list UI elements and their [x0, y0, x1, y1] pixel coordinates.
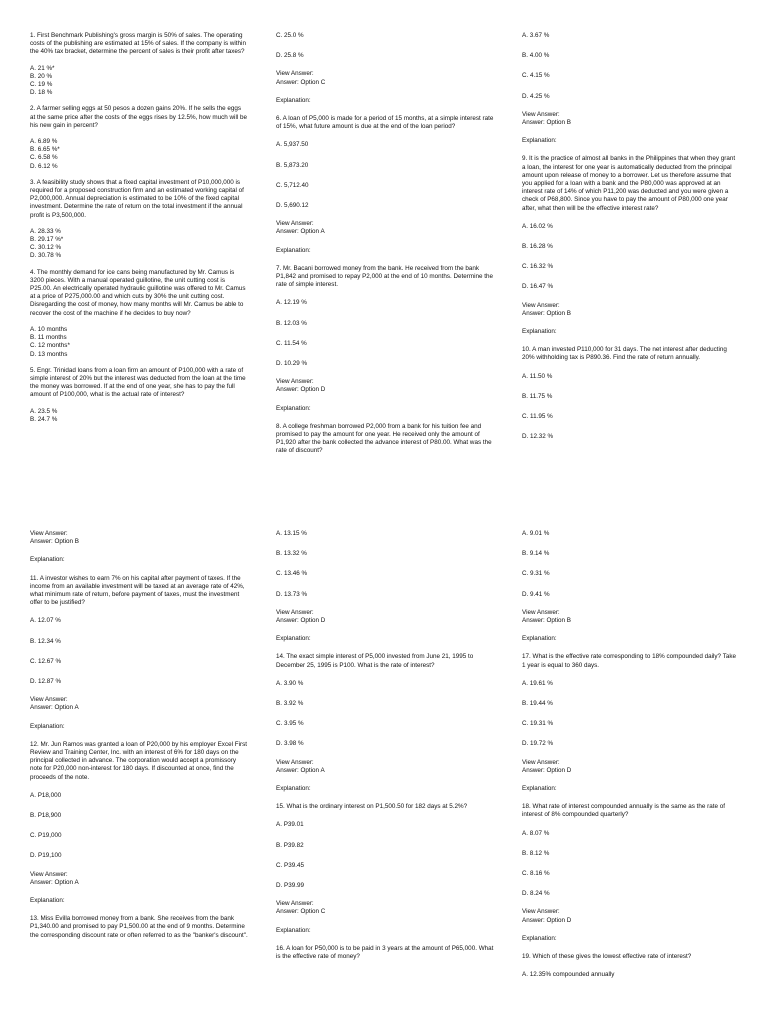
answer-option: B. 12.34 %: [30, 637, 61, 645]
answer-option: C. 5,712.40: [276, 181, 309, 189]
answer-option: C. 13.46 %: [276, 570, 308, 578]
spacer: [30, 840, 248, 852]
question-text: 3. A feasibility study shows that a fixed capital investment of P10,000,000 is required for a proposed construction firm and an estimated working capital of P2,000,000. Annual depreciation is estimated to be 10% of the fixed capital investment. Determine the rate of return on the total investment if the annual profit is P3,500,000.: [30, 178, 246, 219]
spacer: [522, 625, 740, 635]
spacer: [276, 870, 494, 882]
explanation-label: Explanation:: [30, 897, 65, 905]
spacer: [30, 607, 248, 617]
answer-option: B. P39.82: [276, 841, 304, 849]
answer-option: A. 11.50 %: [522, 372, 553, 380]
question-text: 16. A loan for P50,000 is to be paid in 3 years at the amount of P65,000. What is the effective rate of money?: [276, 944, 496, 961]
column-3: [522, 530, 740, 979]
spacer: [276, 688, 494, 700]
answer-option: C. 25.0 %: [276, 32, 304, 39]
answer-option: A. 13.15 %: [276, 530, 307, 537]
spacer: [276, 625, 494, 635]
answer-option: A. 12.19 %: [276, 299, 307, 307]
question-text: 17. What is the effective rate corresponding to 18% compounded daily? Take 1 year is equal to 360 days.: [522, 653, 738, 669]
spacer: [522, 336, 740, 346]
question-text: 14. The exact simple interest of P5,000 invested from June 21, 1995 to December 25, 1995 is P100. What is the rate of interest?: [276, 653, 476, 669]
spacer: [30, 782, 248, 792]
spacer: [522, 728, 740, 740]
answer-option: A. 5,937.50: [276, 141, 309, 149]
explanation-label: Explanation:: [522, 137, 557, 145]
answer-reveal[interactable]: View Answer: Answer: Option B: [30, 530, 79, 546]
spacer: [522, 793, 740, 803]
question-text: 10. A man invested P110,000 for 31 days. The net interest after deducting 20% withholding tax is P890.36. Find the rate of return annually.: [522, 346, 729, 362]
column-1: [30, 530, 248, 940]
spacer: [276, 850, 494, 862]
spacer: [30, 565, 248, 575]
explanation-label: Explanation:: [276, 785, 311, 793]
answer-reveal[interactable]: View Answer: Answer: Option A: [30, 696, 79, 712]
answer-option: D. 16.47 %: [522, 283, 554, 291]
spacer: [30, 171, 248, 179]
spacer: [276, 395, 494, 405]
spacer: [522, 381, 740, 393]
question-text: 19. Which of these gives the lowest effective rate of interest?: [522, 953, 692, 961]
spacer: [522, 898, 740, 908]
spacer: [276, 105, 494, 115]
spacer: [30, 713, 248, 723]
spacer: [30, 400, 248, 408]
spacer: [522, 599, 740, 609]
answer-reveal[interactable]: View Answer: Answer: Option D: [522, 758, 572, 774]
spacer: [276, 793, 494, 803]
spacer: [30, 666, 248, 678]
answer-option: C. 16.32 %: [522, 263, 554, 271]
spacer: [30, 861, 248, 871]
question-text: 5. Engr. Trinidad loans from a loan firm an amount of P100,000 with a rate of simple interest of 20% but the interest was deducted from the loan at the time the money was borrowed. If at the end of one year, she has to pay the full amount of P100,000, what is the actual rate of interest?: [30, 366, 248, 399]
spacer: [30, 97, 248, 105]
answer-option: B. P18,900: [30, 812, 62, 820]
answer-option: A. 6.89 % B. 6.65 %* C. 6.58 % D. 6.12 %: [30, 138, 60, 170]
answer-option: B. 8.12 %: [522, 849, 550, 857]
spacer: [30, 261, 248, 269]
answer-option: D. 5,690.12: [276, 202, 309, 210]
answer-option: D. P19,100: [30, 852, 62, 860]
bottom-section: [0, 530, 768, 1020]
answer-option: A. P18,000: [30, 791, 62, 799]
answer-option: C. 9.31 %: [522, 570, 550, 578]
question-text: 11. A investor wishes to earn 7% on his capital after payment of taxes. If the income from an available investment will be taxed at an average rate of 42%, what minimum rate of return, before payment of taxes, must the investment offer to be justified?: [30, 574, 247, 607]
question-text: 12. Mr. Jun Ramos was granted a loan of P20,000 by his employer Excel First Review and Training Center, Inc. with an interest of 6% for 180 days on the principal collected in advance. The corporation would accept a promissory note for P20,000 non-interest for 180 days. If discounted at once, find the proceeds of the note.: [30, 740, 249, 781]
answer-reveal[interactable]: View Answer: Answer: Option C: [276, 900, 326, 916]
spacer: [522, 688, 740, 700]
explanation-label: Explanation:: [30, 556, 65, 564]
question-text: 13. Miss Evilla borrowed money from a bank. She receives from the bank P1,340.00 and promised to pay P1,500.00 at the end of 9 months. Determine the corresponding discount rate or often referred to as the "banker's discount".: [30, 915, 248, 939]
answer-option: D. 3.98 %: [276, 740, 304, 748]
spacer: [522, 251, 740, 263]
spacer: [276, 643, 494, 653]
answer-reveal[interactable]: View Answer: Answer: Option D: [522, 908, 572, 924]
spacer: [276, 328, 494, 340]
answer-option: A. 10 months B. 11 months C. 12 months* D. 13 months: [30, 325, 70, 358]
answer-option: B. 13.32 %: [276, 550, 307, 558]
spacer: [522, 708, 740, 720]
spacer: [522, 292, 740, 302]
answer-option: D. 4.25 %: [522, 92, 550, 100]
spacer: [522, 943, 740, 953]
answer-option: A. 3.67 %: [522, 32, 550, 39]
answer-option: B. 4.00 %: [522, 52, 550, 60]
spacer: [30, 800, 248, 812]
answer-option: C. 11.54 %: [276, 339, 307, 347]
column-2: [276, 32, 494, 456]
answer-option: A. 12.07 %: [30, 617, 61, 625]
answer-option: D. 25.8 %: [276, 52, 304, 60]
column-1: [30, 32, 248, 424]
spacer: [30, 887, 248, 897]
spacer: [276, 40, 494, 52]
spacer: [276, 60, 494, 70]
answer-option: A. P39.01: [276, 821, 304, 829]
spacer: [30, 546, 248, 556]
spacer: [522, 101, 740, 111]
spacer: [522, 961, 740, 971]
spacer: [522, 749, 740, 759]
spacer: [522, 127, 740, 137]
spacer: [30, 359, 248, 367]
answer-option: C. 3.95 %: [276, 720, 304, 728]
spacer: [30, 646, 248, 658]
spacer: [522, 925, 740, 935]
spacer: [276, 579, 494, 591]
spacer: [522, 231, 740, 243]
answer-option: C. 4.15 %: [522, 72, 550, 80]
spacer: [30, 130, 248, 138]
spacer: [30, 731, 248, 741]
spacer: [276, 87, 494, 97]
spacer: [276, 670, 494, 680]
explanation-label: Explanation:: [522, 635, 557, 643]
spacer: [522, 858, 740, 870]
spacer: [522, 145, 740, 155]
spacer: [276, 308, 494, 320]
explanation-label: Explanation:: [276, 635, 311, 643]
answer-option: A. 21 %* B. 20 % C. 19 % D. 18 %: [30, 64, 55, 97]
spacer: [276, 131, 494, 141]
spacer: [276, 890, 494, 900]
spacer: [276, 935, 494, 945]
answer-option: A. 9.01 %: [522, 530, 550, 537]
spacer: [276, 708, 494, 720]
spacer: [30, 626, 248, 638]
spacer: [522, 579, 740, 591]
explanation-label: Explanation:: [276, 404, 311, 412]
answer-option: A. 12.35% compounded annually: [522, 971, 615, 979]
spacer: [276, 917, 494, 927]
spacer: [522, 775, 740, 785]
spacer: [30, 820, 248, 832]
spacer: [522, 558, 740, 570]
answer-reveal[interactable]: View Answer: Answer: Option A: [276, 758, 325, 774]
spacer: [276, 728, 494, 740]
answer-option: B. 12.03 %: [276, 319, 307, 327]
answer-reveal[interactable]: View Answer: Answer: Option A: [30, 870, 79, 886]
answer-option: B. 16.28 %: [522, 243, 553, 251]
answer-reveal[interactable]: View Answer: Answer: Option B: [522, 110, 571, 127]
spacer: [522, 401, 740, 413]
column-2: [276, 530, 494, 961]
answer-option: C. P39.45: [276, 861, 305, 869]
question-text: 8. A college freshman borrowed P2,000 from a bank for his tuition fee and promised to pay the amount for one year. He received only the amount of P1,920 after the bank collected the advance interest of P80.00. What was the rate of discount?: [276, 422, 494, 455]
answer-option: B. 5,873.20: [276, 161, 309, 169]
explanation-label: Explanation:: [522, 785, 557, 793]
answer-option: B. 19.44 %: [522, 700, 553, 708]
question-text: 7. Mr. Bacani borrowed money from the bank. He received from the bank P1,842 and promised to repay P2,000 at the end of 10 months. Determine the rate of simple interest.: [276, 264, 495, 289]
spacer: [522, 318, 740, 328]
column-3: [522, 32, 740, 441]
explanation-label: Explanation:: [522, 328, 557, 336]
spacer: [276, 558, 494, 570]
question-text: 1. First Benchmark Publishing's gross margin is 50% of sales. The operating costs of the publishing are estimated at 15% of sales. If the company is within the 40% tax bracket, determine the percent of sales is their profit after taxes?: [30, 32, 248, 56]
top-section: [0, 32, 768, 502]
spacer: [276, 255, 494, 265]
spacer: [276, 150, 494, 162]
answer-option: D. 19.72 %: [522, 740, 554, 748]
answer-option: A. 8.07 %: [522, 829, 550, 837]
answer-option: C. P19,000: [30, 832, 62, 840]
answer-option: C. 19.31 %: [522, 720, 554, 728]
spacer: [276, 811, 494, 821]
answer-option: D. 8.24 %: [522, 890, 550, 898]
answer-reveal[interactable]: View Answer: Answer: Option D: [276, 378, 326, 394]
spacer: [276, 368, 494, 378]
answer-option: D. 12.87 %: [30, 678, 62, 686]
spacer: [522, 271, 740, 283]
spacer: [522, 81, 740, 93]
answer-option: A. 28.33 % B. 29.17 %* C. 30.12 % D. 30.78 %: [30, 227, 64, 260]
spacer: [522, 643, 740, 653]
spacer: [522, 838, 740, 850]
explanation-label: Explanation:: [522, 934, 557, 942]
answer-option: C. 12.67 %: [30, 657, 62, 665]
answer-option: D. 9.41 %: [522, 590, 550, 598]
spacer: [276, 170, 494, 182]
spacer: [522, 538, 740, 550]
spacer: [30, 318, 248, 326]
question-text: 4. The monthly demand for ice cans being manufactured by Mr. Camus is 3200 pieces. With a manual operated guillotine, the unit cutting cost is P25.00. An electrically operated hydraulic guillotine was offered to Mr. Camus at a price of P275,000.00 and which cuts by 30% the unit cutting cost. Disregarding the cost of money, how many months will Mr. Camus be able to recover the cost of the machine if he decides to buy now?: [30, 268, 248, 317]
answer-option: D. 12.32 %: [522, 433, 554, 441]
explanation-label: Explanation:: [276, 246, 311, 254]
question-text: 18. What rate of interest compounded annually is the same as the rate of interest of 8% compounded quarterly?: [522, 803, 727, 819]
answer-reveal[interactable]: View Answer: Answer: Option B: [522, 608, 571, 625]
spacer: [276, 413, 494, 423]
answer-reveal[interactable]: View Answer: Answer: Option C: [276, 70, 326, 86]
spacer: [276, 237, 494, 247]
answer-option: D. 13.73 %: [276, 590, 308, 598]
answer-reveal[interactable]: View Answer: Answer: Option B: [522, 301, 571, 317]
answer-option: A. 19.61 %: [522, 679, 553, 687]
answer-option: C. 11.95 %: [522, 413, 553, 421]
question-text: 2. A farmer selling eggs at 50 pesos a dozen gains 20%. If he sells the eggs at the same price after the costs of the eggs rises by 12.5%, how much will be his new gain in percent?: [30, 105, 249, 129]
spacer: [522, 363, 740, 373]
answer-option: C. 8.16 %: [522, 870, 550, 878]
spacer: [276, 348, 494, 360]
spacer: [30, 57, 248, 65]
spacer: [276, 538, 494, 550]
explanation-label: Explanation:: [30, 722, 65, 730]
spacer: [30, 686, 248, 696]
spacer: [276, 210, 494, 220]
question-text: 15. What is the ordinary interest on P1,500.50 for 182 days at 5.2%?: [276, 803, 468, 811]
spacer: [276, 190, 494, 202]
spacer: [522, 40, 740, 52]
spacer: [276, 599, 494, 609]
explanation-label: Explanation:: [276, 96, 311, 104]
spacer: [522, 878, 740, 890]
answer-option: D. 10.29 %: [276, 360, 308, 368]
answer-option: B. 9.14 %: [522, 550, 550, 558]
spacer: [522, 820, 740, 830]
answer-option: D. P39.99: [276, 882, 305, 890]
spacer: [522, 421, 740, 433]
answer-reveal[interactable]: View Answer: Answer: Option D: [276, 608, 326, 625]
spacer: [30, 905, 248, 915]
spacer: [276, 775, 494, 785]
spacer: [276, 749, 494, 759]
answer-option: A. 16.02 %: [522, 222, 553, 230]
spacer: [522, 213, 740, 223]
answer-option: A. 23.5 % B. 24.7 %: [30, 407, 58, 423]
explanation-label: Explanation:: [276, 926, 311, 934]
spacer: [30, 220, 248, 228]
spacer: [522, 60, 740, 72]
question-text: 9. It is the practice of almost all banks in the Philippines that when they grant a loan, the interest for one year is automatically deducted from the principal amount upon release of money to a borrower. Let us therefore assume that you applied for a loan with a bank and the P80,000 was approved at an interest rate of 14% of which P11,200 was deducted and you were given a check of P68,800. Since you have to pay the amount of P80,000 one year after, what then will be the effective interest rate?: [522, 155, 737, 212]
answer-reveal[interactable]: View Answer: Answer: Option A: [276, 220, 325, 236]
answer-option: B. 3.92 %: [276, 700, 304, 708]
question-text: 6. A loan of P5,000 is made for a period of 15 months, at a simple interest rate of 15%, what future amount is due at the end of the loan period?: [276, 115, 496, 131]
spacer: [522, 670, 740, 680]
answer-option: B. 11.75 %: [522, 392, 553, 400]
spacer: [276, 830, 494, 842]
spacer: [276, 289, 494, 299]
answer-option: A. 3.90 %: [276, 679, 304, 687]
